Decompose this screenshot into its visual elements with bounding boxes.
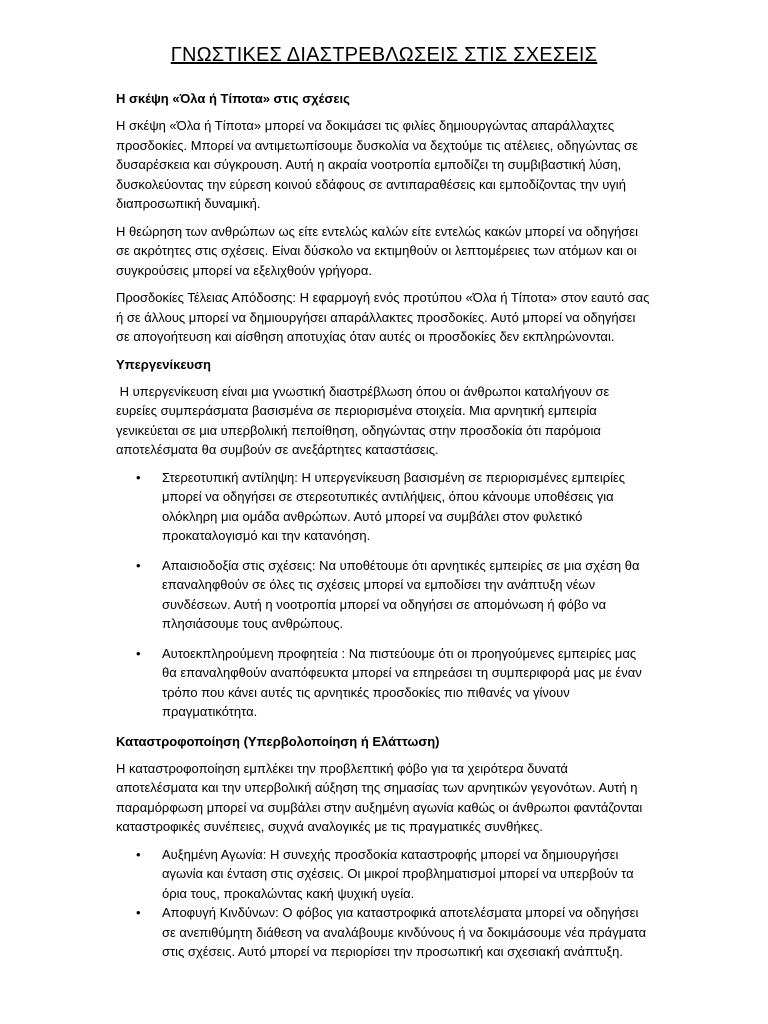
section-overgeneralization <box>116 355 652 722</box>
paragraph: Προσδοκίες Τέλειας Απόδοσης: Η εφαρμογή ενός προτύπου «Όλα ή Τίποτα» στον εαυτό σας ή σε άλλους μπορεί να δημιουργήσει απαράλλακτες προσδοκίες. Αυτό μπορεί να οδηγήσει σε απογοήτευση και αίσθηση αποτυχίας όταν αυτές οι προσδοκίες δεν εκπληρώνονται. <box>116 290 650 344</box>
section-heading: Υπεργενίκευση <box>116 356 211 372</box>
bullet-icon: • <box>136 846 141 862</box>
section-all-or-nothing <box>116 89 652 347</box>
paragraph: Η θεώρηση των ανθρώπων ως είτε εντελώς καλών είτε εντελώς κακών μπορεί να οδηγήσει σε ακρότητες στις σχέσεις. Είναι δύσκολο να εκτιμηθούν οι λεπτομέρειες των ατόμων και οι συγκρούσεις μπορεί να εξελιχθούν γρήγορα. <box>116 223 638 278</box>
bullet-list <box>116 468 652 722</box>
paragraph: Η σκέψη «Όλα ή Τίποτα» μπορεί να δοκιμάσει τις φιλίες δημιουργώντας απαράλλαχτες προσδοκίες. Μπορεί να αντιμετωπίσουμε δυσκολία να δεχτούμε τις ατέλειες, οδηγώντας σε δυσαρέσκεια και σύγκρουση. Αυτή η ακραία νοοτροπία εμποδίζει τη συμβιβαστική λύση, δυσκολεύοντας την εύρεση κοινού εδάφους σε αντιπαραθέσεις και εμποδίζοντας την υγιή διαπροσωπική δυναμική. <box>116 118 638 211</box>
section-heading: Καταστροφοποίηση (Υπερβολοποίηση ή Ελάττωση) <box>116 733 440 749</box>
list-item <box>136 644 652 722</box>
list-item-text: Αποφυγή Κινδύνων: Ο φόβος για καταστροφικά αποτελέσματα μπορεί να οδηγήσει σε ανεπιθύμητη διάθεση να αναλάβουμε κινδύνους ή να δοκιμάσουμε νέα πράγματα στις σχέσεις. Αυτό μπορεί να περιορίσει την προσωπική και σχεσιακή ανάπτυξη. <box>162 905 647 959</box>
bullet-icon: • <box>136 469 141 485</box>
section-heading: Η σκέψη «Όλα ή Τίποτα» στις σχέσεις <box>116 91 350 106</box>
list-item <box>136 845 652 904</box>
bullet-icon: • <box>136 905 141 920</box>
list-item-text: Αυξημένη Αγωνία: Η συνεχής προσδοκία καταστροφής μπορεί να δημιουργήσει αγωνία και ένταση στις σχέσεις. Οι μικροί προβληματισμοί μπορεί να υπερβούν τα όρια τους, προκαλώντας κακή ψυχική υγεία. <box>162 846 634 901</box>
list-item-text: Απαισιοδοξία στις σχέσεις: Να υποθέτουμε ότι αρνητικές εμπειρίες σε μια σχέση θα επαναληφθούν σε όλες τις σχέσεις μπορεί να εμποδίσει την ανάπτυξη νέων συνδέσεων. Αυτή η νοοτροπία μπορεί να οδηγήσει σε απομόνωση ή φόβο να πλησιάσουμε τους ανθρώπους. <box>162 557 640 631</box>
bullet-icon: • <box>136 645 141 661</box>
document-title: ΓΝΩΣΤΙΚΕΣ ΔΙΑΣΤΡΕΒΛΩΣΕΙΣ ΣΤΙΣ ΣΧΕΣΕΙΣ <box>170 44 598 66</box>
list-item <box>136 468 652 546</box>
paragraph: Η καταστροφοποίηση εμπλέκει την προβλεπτική φόβο για τα χειρότερα δυνατά αποτελέσματα και την υπερβολική αύξηση της σημασίας των αρνητικών γεγονότων. Αυτή η παραμόρφωση μπορεί να συμβάλει στην αυξημένη αγωνία καθώς οι άνθρωποι φαντάζονται καταστροφικές συνέπειες, συχνά αναλογικές με τις πραγματικές συνθήκες. <box>116 760 643 834</box>
paragraph: Η υπεργενίκευση είναι μια γνωστική διαστρέβλωση όπου οι άνθρωποι καταλήγουν σε ευρείες συμπεράσματα βασισμένα σε περιορισμένα στοιχεία. Μια αρνητική εμπειρία γενικεύεται σε μια υπερβολική πεποίθηση, οδηγώντας στην προσδοκία ότι παρόμοια αποτελέσματα θα συμβούν σε ανεξάρτητες καταστάσεις. <box>116 383 613 457</box>
section-catastrophizing <box>116 732 652 962</box>
bullet-list <box>116 845 652 962</box>
bullet-icon: • <box>136 557 141 573</box>
list-item-text: Στερεοτυπική αντίληψη: Η υπεργενίκευση βασισμένη σε περιορισμένες εμπειρίες μπορεί να οδηγήσει σε στερεοτυπικές αντιλήψεις, όπου κάνουμε υποθέσεις για ολόκληρη μια ομάδα ανθρώπων. Αυτό μπορεί να συμβάλει στον φυλετικό προκαταλογισμό και την κατανόηση. <box>162 469 626 543</box>
list-item-text: Αυτοεκπληρούμενη προφητεία : Να πιστεύουμε ότι οι προηγούμενες εμπειρίες μας θα επαναληφθούν αναπόφευκτα μπορεί να επηρεάσει τη συμπεριφορά μας με έναν τρόπο που κάνει αυτές τις αρνητικές προσδοκίες πιο πιθανές να γίνουν πραγματικότητα. <box>162 645 642 719</box>
list-item <box>136 556 652 634</box>
list-item <box>136 903 652 962</box>
